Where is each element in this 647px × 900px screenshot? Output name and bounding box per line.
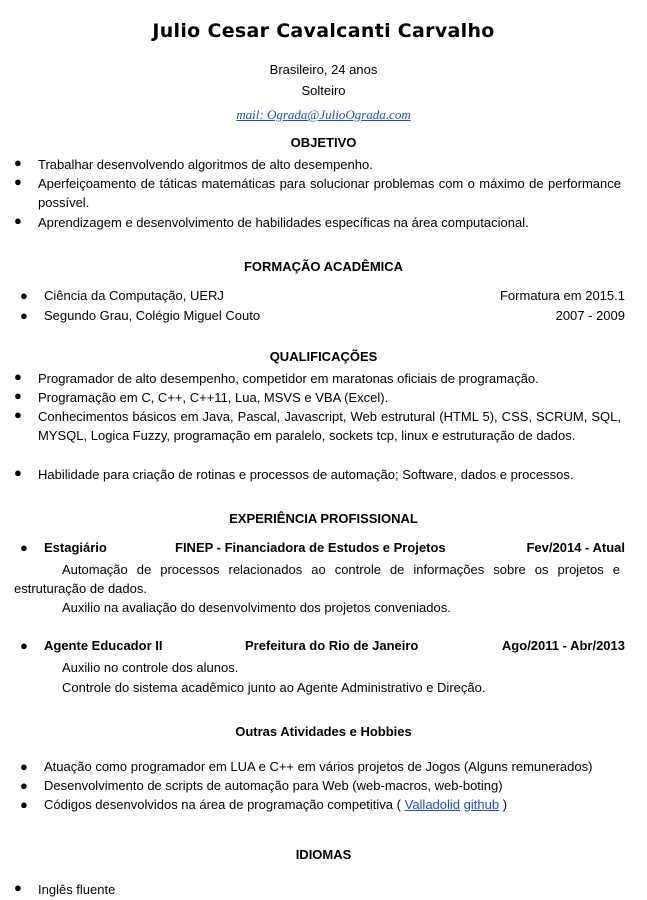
job-date: Fev/2014 - Atual <box>526 540 625 555</box>
bullet-icon: ● <box>14 465 22 480</box>
job-description: Automação de processos relacionados ao controle de informações sobre os projetos e estruturação de dados. <box>14 562 620 596</box>
closing-paren: ) <box>502 797 508 812</box>
education-date: Formatura em 2015.1 <box>499 288 625 303</box>
job-org: Prefeitura do Rio de Janeiro <box>245 638 419 653</box>
list-item <box>14 174 626 212</box>
qualification-text: Programador de alto desempenho, competidor em maratonas oficiais de programação. <box>38 371 539 386</box>
hobby-text: Desenvolvimento de scripts de automação para Web (web-macros, web-boting) <box>44 778 503 793</box>
bullet-icon: ● <box>20 797 28 812</box>
hobby-text: Códigos desenvolvidos na área de programação competitiva ( <box>44 797 401 812</box>
email-line <box>0 107 647 123</box>
education-date: 2007 - 2009 <box>555 308 625 323</box>
bullet-icon: ● <box>14 155 22 170</box>
job-role: Agente Educador II <box>44 638 163 653</box>
valladolid-link[interactable]: Valladolid <box>404 797 461 812</box>
objective-text: Aperfeiçoamento de táticas matemáticas para solucionar problemas com o máximo de performance possível. <box>38 176 621 210</box>
bullet-icon: ● <box>20 288 28 303</box>
nationality-age: Brasileiro, 24 anos <box>269 62 378 77</box>
section-title-formacao: FORMAÇÃO ACADÊMICA <box>243 259 404 274</box>
language-text: Inglês fluente <box>38 882 116 897</box>
job-description: Controle do sistema acadêmico junto ao Agente Administrativo e Direção. <box>62 680 486 695</box>
education-course: Segundo Grau, Colégio Miguel Couto <box>44 308 261 323</box>
section-title-hobbies: Outras Atividades e Hobbies <box>235 724 412 739</box>
section-title-objetivo: OBJETIVO <box>290 135 357 150</box>
hobby-text: Atuação como programador em LUA e C++ em vários projetos de Jogos (Alguns remunerados) <box>44 759 593 774</box>
bullet-icon: ● <box>14 174 22 189</box>
section-title-experiencia: EXPERIÊNCIA PROFISSIONAL <box>229 511 418 526</box>
job-date: Ago/2011 - Abr/2013 <box>501 638 625 653</box>
qualification-text: Habilidade para criação de rotinas e processos de automação; Software, dados e processos. <box>38 467 574 482</box>
objective-text: Aprendizagem e desenvolvimento de habilidades específicas na área computacional. <box>38 215 529 230</box>
objective-text: Trabalhar desenvolvendo algoritmos de alto desempenho. <box>38 157 373 172</box>
bullet-icon: ● <box>14 369 22 384</box>
qualification-text: Programação em C, C++, C++11, Lua, MSVS e VBA (Excel). <box>38 390 389 405</box>
bullet-icon: ● <box>14 880 22 895</box>
qualification-text: Conhecimentos básicos em Java, Pascal, Javascript, Web estrutural (HTML 5), CSS, SCRUM, SQL, MYSQL, Logica Fuzzy, programação em paralelo, sockets tcp, linux e estruturação de dados. <box>38 409 621 443</box>
hobby-text-with-links <box>44 797 507 812</box>
job-description: Auxilio no controle dos alunos. <box>62 660 239 675</box>
education-course: Ciência da Computação, UERJ <box>44 288 224 303</box>
bullet-icon: ● <box>14 407 22 422</box>
bullet-icon: ● <box>20 308 28 323</box>
bullet-icon: ● <box>14 213 22 228</box>
bullet-icon: ● <box>20 638 28 653</box>
email-link[interactable]: mail: Ograda@JulioOgrada.com <box>236 107 411 122</box>
section-title-idiomas: IDIOMAS <box>295 847 352 862</box>
bullet-icon: ● <box>20 759 28 774</box>
job-description: Auxilio na avaliação do desenvolvimento dos projetos conveniados. <box>62 600 451 615</box>
bullet-icon: ● <box>14 388 22 403</box>
candidate-name: Julio Cesar Cavalcanti Carvalho <box>152 20 495 42</box>
section-title-qualificacoes: QUALIFICAÇÕES <box>269 349 378 364</box>
job-org: FINEP - Financiadora de Estudos e Projetos <box>175 540 446 555</box>
list-item <box>14 155 626 174</box>
github-link[interactable]: github <box>463 797 500 812</box>
bullet-icon: ● <box>20 540 28 555</box>
list-item <box>14 213 626 232</box>
bullet-icon: ● <box>20 778 28 793</box>
job-role: Estagiário <box>44 540 107 555</box>
marital-status: Solteiro <box>301 83 346 98</box>
